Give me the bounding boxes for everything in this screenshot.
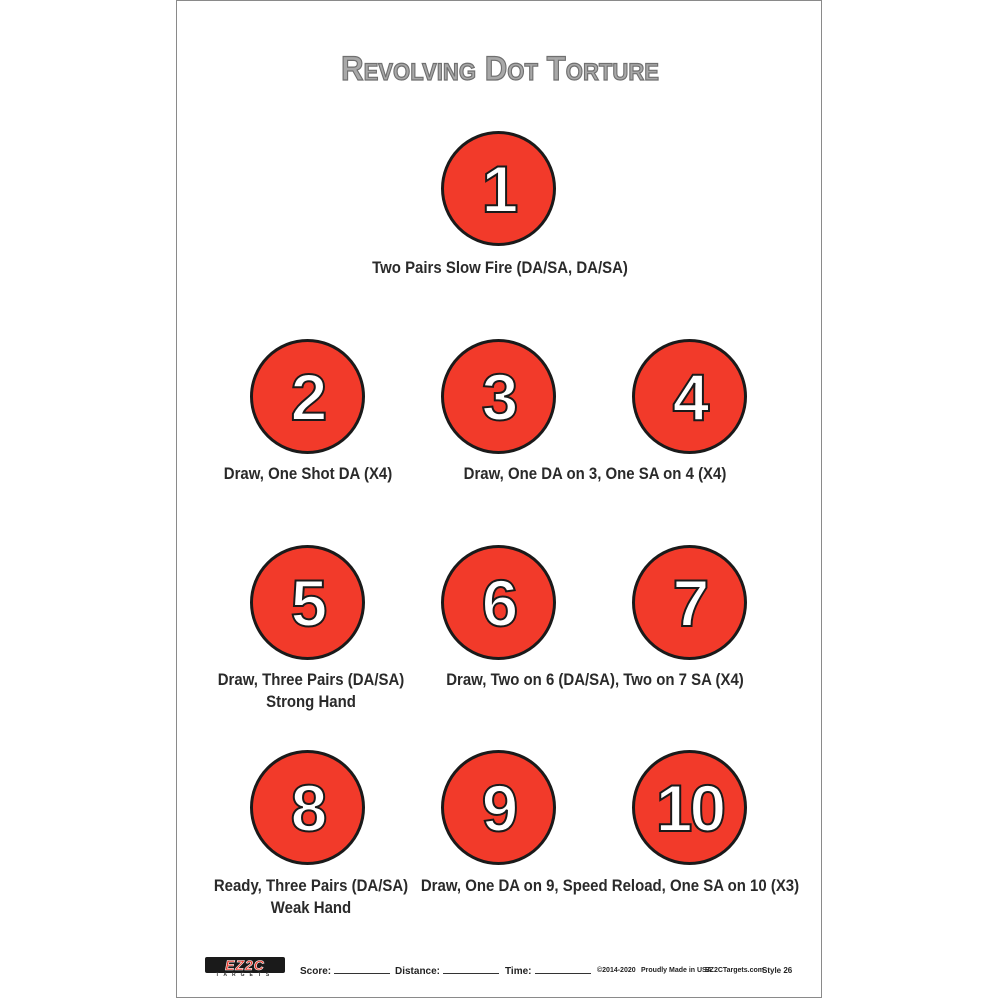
target-dot-9 bbox=[441, 750, 556, 865]
dot-number: 4 bbox=[672, 359, 707, 434]
caption-dots-9-10: Draw, One DA on 9, Speed Reload, One SA on 10 (X3) bbox=[420, 876, 800, 895]
ez2c-logo: EZ2C TARGETS bbox=[205, 957, 285, 979]
caption-dots-6-7: Draw, Two on 6 (DA/SA), Two on 7 SA (X4) bbox=[446, 670, 744, 689]
footer bbox=[205, 955, 805, 985]
score-field: Score: bbox=[300, 965, 390, 977]
website-text: EZ2CTargets.com bbox=[705, 967, 764, 974]
dot-number: 7 bbox=[672, 565, 707, 640]
caption-dots-3-4: Draw, One DA on 3, One SA on 4 (X4) bbox=[463, 464, 727, 483]
copyright-text: ©2014-2020 bbox=[597, 967, 636, 974]
dot-number: 2 bbox=[290, 359, 325, 434]
dot-number: 6 bbox=[481, 565, 516, 640]
target-dot-5 bbox=[250, 545, 365, 660]
caption-dot-8: Ready, Three Pairs (DA/SA) Weak Hand bbox=[213, 876, 409, 917]
caption-dot-2: Draw, One Shot DA (X4) bbox=[223, 464, 393, 483]
target-dot-6 bbox=[441, 545, 556, 660]
time-field: Time: bbox=[505, 965, 591, 977]
dot-number: 9 bbox=[481, 770, 516, 845]
target-dot-7 bbox=[632, 545, 747, 660]
dot-number: 5 bbox=[290, 565, 325, 640]
page-title: Revolving Dot Torture bbox=[340, 50, 660, 88]
target-dot-1 bbox=[441, 131, 556, 246]
target-dot-4 bbox=[632, 339, 747, 454]
dot-number: 10 bbox=[655, 770, 724, 845]
dot-number: 3 bbox=[481, 359, 516, 434]
dot-number: 8 bbox=[290, 770, 325, 845]
target-dot-3 bbox=[441, 339, 556, 454]
target-dot-2 bbox=[250, 339, 365, 454]
target-dot-10 bbox=[632, 750, 747, 865]
made-in-text: Proudly Made in USA bbox=[641, 967, 712, 974]
target-dot-8 bbox=[250, 750, 365, 865]
caption-dot-5: Draw, Three Pairs (DA/SA) Strong Hand bbox=[217, 670, 405, 711]
dot-number: 1 bbox=[481, 151, 516, 226]
caption-dot-1: Two Pairs Slow Fire (DA/SA, DA/SA) bbox=[372, 258, 628, 277]
style-label: Style 26 bbox=[762, 966, 793, 975]
distance-field: Distance: bbox=[395, 965, 499, 977]
